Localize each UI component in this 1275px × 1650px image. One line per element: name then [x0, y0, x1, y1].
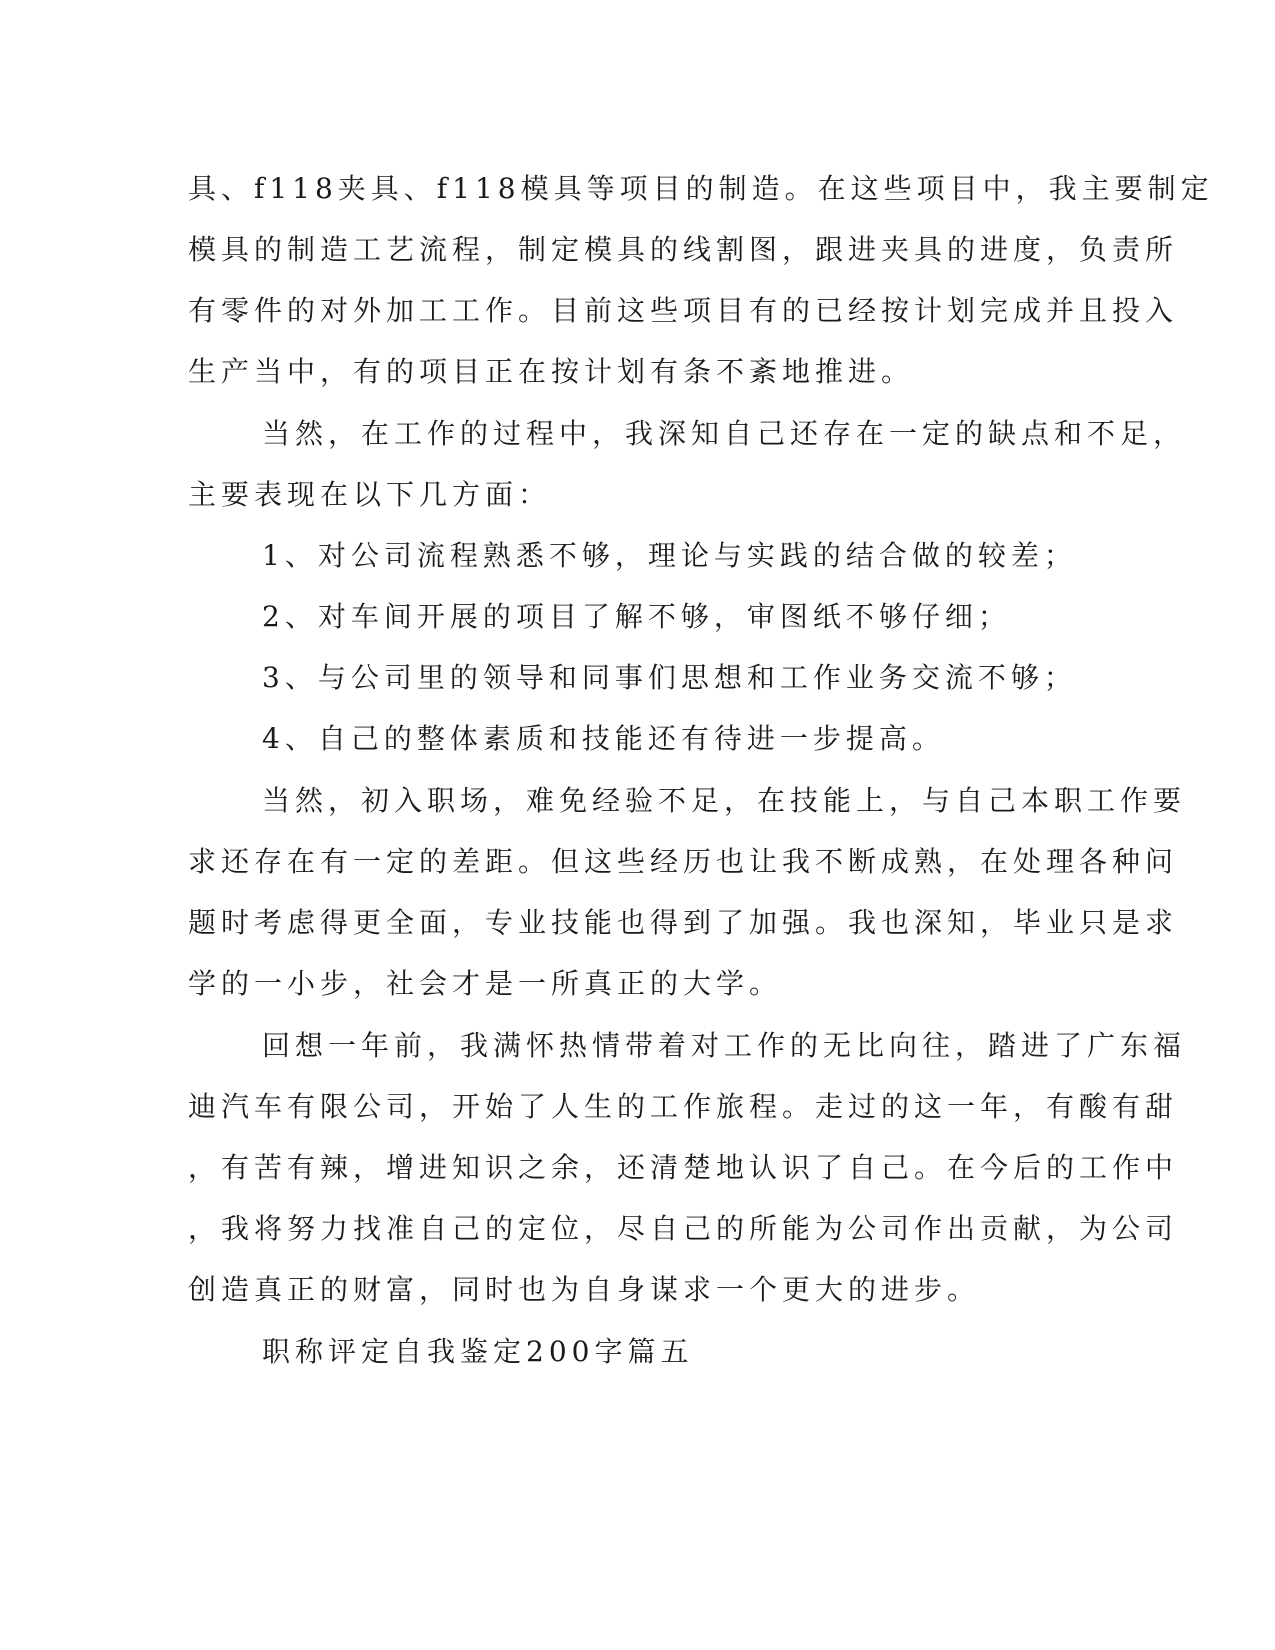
paragraph-line: 主要表现在以下几方面：	[188, 478, 552, 511]
paragraph-line: ，我将努力找准自己的定位，尽自己的所能为公司作出贡献，为公司	[188, 1212, 1179, 1245]
paragraph-line: 生产当中，有的项目正在按计划有条不紊地推进。	[188, 355, 915, 388]
list-item: 4、自己的整体素质和技能还有待进一步提高。	[262, 722, 945, 755]
paragraph-line: 求还存在有一定的差距。但这些经历也让我不断成熟，在处理各种问	[188, 845, 1179, 878]
paragraph-line: 回想一年前，我满怀热情带着对工作的无比向往，踏进了广东福	[262, 1029, 1187, 1062]
paragraph-line: 当然，初入职场，难免经验不足，在技能上，与自己本职工作要	[262, 784, 1187, 817]
list-item: 2、对车间开展的项目了解不够，审图纸不够仔细；	[262, 600, 1011, 633]
paragraph-line: 创造真正的财富，同时也为自身谋求一个更大的进步。	[188, 1273, 981, 1306]
section-heading: 职称评定自我鉴定200字篇五	[262, 1335, 694, 1368]
list-item: 1、对公司流程熟悉不够，理论与实践的结合做的较差；	[262, 539, 1077, 572]
list-item: 3、与公司里的领导和同事们思想和工作业务交流不够；	[262, 661, 1077, 694]
paragraph-line: 当然，在工作的过程中，我深知自己还存在一定的缺点和不足，	[262, 417, 1187, 450]
paragraph-line: 有零件的对外加工工作。目前这些项目有的已经按计划完成并且投入	[188, 294, 1179, 327]
paragraph-line: 模具的制造工艺流程，制定模具的线割图，跟进夹具的进度，负责所	[188, 233, 1179, 266]
paragraph-line: ，有苦有辣，增进知识之余，还清楚地认识了自己。在今后的工作中	[188, 1151, 1179, 1184]
paragraph-line: 迪汽车有限公司，开始了人生的工作旅程。走过的这一年，有酸有甜	[188, 1090, 1179, 1123]
paragraph-line: 题时考虑得更全面，专业技能也得到了加强。我也深知，毕业只是求	[188, 906, 1179, 939]
paragraph-line: 具、f118夹具、f118模具等项目的制造。在这些项目中，我主要制定	[188, 172, 1214, 205]
paragraph-line: 学的一小步，社会才是一所真正的大学。	[188, 967, 783, 1000]
